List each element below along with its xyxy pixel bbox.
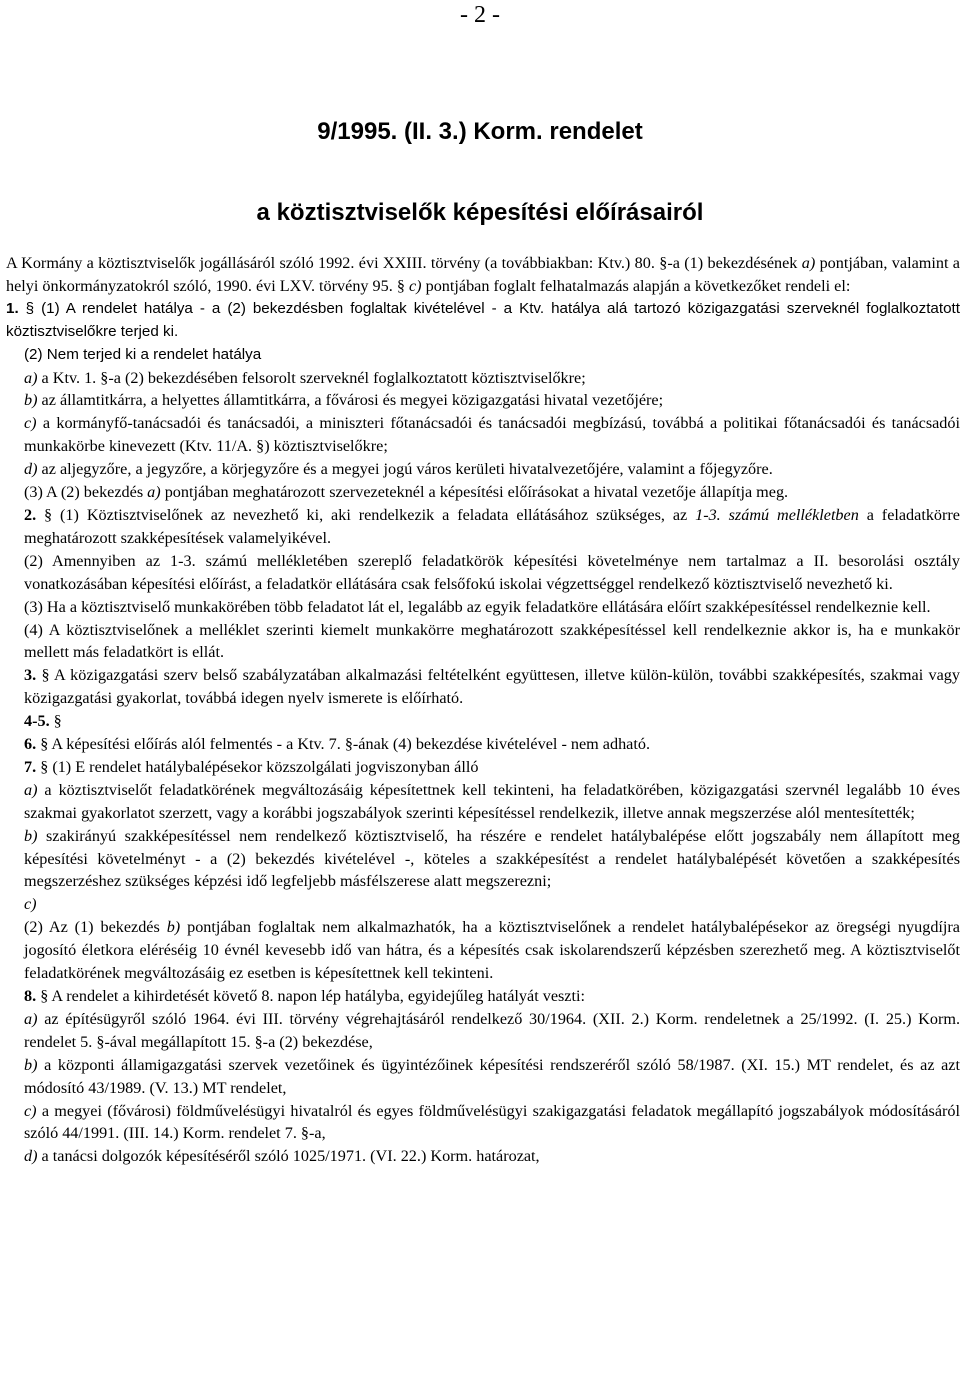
text-segment: § (1) A rendelet hatálya - a (2) bekezdésben foglaltak kivételével - a Ktv. hatálya alá tartozó közigazgatási szerveknél foglalkoztatott köztisztviselőkre terjed ki. xyxy=(6,299,960,340)
text-segment: § A képesítési előírás alól felmentés - a Ktv. 7. §-ának (4) bekezdése kivételével - nem adható. xyxy=(36,735,650,754)
text-segment: pontjában meghatározott szervezeteknél a képesítési előírásokat a hivatal vezetője állapítja meg. xyxy=(160,483,789,502)
text-segment: b) xyxy=(24,826,38,845)
paragraph-section-6 xyxy=(6,733,960,756)
text-segment: a) xyxy=(24,780,38,799)
paragraph-item-b xyxy=(6,389,960,412)
paragraph-section-7-2 xyxy=(6,916,960,985)
text-segment: a megyei (fővárosi) földművelésügyi hivatalról és egyes földművelésügyi szakigazgatási feladatok megállapító jogszabályok módosításáról szóló 44/1991. (III. 14.) Korm. rendelet 7. §-a, xyxy=(24,1101,960,1143)
paragraph-section-2-4 xyxy=(6,619,960,665)
text-segment: d) xyxy=(24,460,38,479)
paragraph-section-8-c xyxy=(6,1100,960,1146)
text-segment: c) xyxy=(24,895,37,914)
text-segment: b) xyxy=(24,1055,38,1074)
paragraph-section-1-2 xyxy=(6,344,960,367)
paragraph-section-7-c xyxy=(6,893,960,916)
paragraph-section-1-1 xyxy=(6,298,960,344)
text-segment: 7. xyxy=(24,757,37,776)
text-segment: a) xyxy=(147,483,161,502)
text-segment: 1-3. számú mellékletben xyxy=(695,505,859,524)
document-body xyxy=(6,252,960,1168)
text-segment: az államtitkárra, a helyettes államtitkárra, a fővárosi és megyei közigazgatási hivatal vezetőjére; xyxy=(37,391,664,410)
document-title: 9/1995. (II. 3.) Korm. rendelet xyxy=(317,118,643,145)
paragraph-section-7-a xyxy=(6,779,960,825)
paragraph-section-2-3 xyxy=(6,596,960,619)
text-segment: a feladatkörre meghatározott szakképesítések valamelyikével. xyxy=(24,505,960,547)
text-segment: 8. xyxy=(24,987,37,1005)
text-segment: c) xyxy=(408,276,422,295)
paragraph-section-8-b xyxy=(6,1054,960,1100)
text-segment: § (1) E rendelet hatálybalépésekor közszolgálati jogviszonyban álló xyxy=(36,757,479,776)
text-segment: b) xyxy=(24,391,38,410)
text-segment: (3) A (2) bekezdés xyxy=(24,483,148,502)
text-segment: az aljegyzőre, a jegyzőre, a körjegyzőre és a megyei jogú város kerületi hivatalvezetőjére, valamint a főjegyzőre. xyxy=(37,460,773,479)
text-segment: szakirányú szakképesítéssel nem rendelkező köztisztviselő, ha részére e rendelet hatálybalépése előtt jogszabály nem állapított meg képesítési követelményt - a (2) bekezdés kivételével -, köteles a szakképesítést a rendelet hatálybalépését követően a szakképesítés megszerzéshez szükséges képzési idő legfeljebb másfélszerese alatt megszerezni; xyxy=(24,826,960,891)
text-segment: (4) A köztisztviselőnek a melléklet szerinti kiemelt munkakörre meghatározott szakképesítéssel kell rendelkeznie akkor is, ha e munkakör mellett más feladatkört is ellát. xyxy=(24,620,960,662)
text-segment: c) xyxy=(24,1101,37,1120)
text-segment: az építésügyről szóló 1964. évi III. törvény végrehajtásáról rendelkező 30/1964. (XII. 2.) Korm. rendeletnek a 25/1992. (I. 25.) Korm. rendelet 5. §-ával megállapított 15. §-a (2) bekezdése, xyxy=(24,1009,960,1051)
text-segment: (2) Nem terjed ki a rendelet hatálya xyxy=(24,345,262,363)
text-segment: a kormányfő-tanácsadói és tanácsadói, a miniszteri főtanácsadói és tanácsadói megbízású, továbbá a politikai főtanácsadói és tanácsadói munkakörbe kinevezett (Ktv. 11/A. §) köztisztviselőkre; xyxy=(24,414,960,456)
page-number: - 2 - xyxy=(460,2,500,28)
text-segment: a központi államigazgatási szervek vezetőinek és ügyintézőinek képesítési rendszeréről szóló 58/1987. (XI. 15.) MT rendelet, és az azt módosító 43/1989. (V. 13.) MT rendelet, xyxy=(24,1055,960,1097)
document-subtitle: a köztisztviselők képesítési előírásairól xyxy=(256,199,704,226)
text-segment: § xyxy=(49,712,62,731)
text-segment: a) xyxy=(24,1009,38,1028)
text-segment: a Ktv. 1. §-a (2) bekezdésében felsorolt szerveknél foglalkoztatott köztisztviselőkre; xyxy=(37,368,586,387)
text-segment: pontjában, valamint a helyi önkormányzatokról szóló, 1990. évi LXV. törvény 95. § xyxy=(6,254,960,295)
text-segment: (2) Amennyiben az 1-3. számú mellékletében szereplő feladatkörök képesítési követelménye nem tartalmaz a II. besorolási osztály vonatkozásában képesítési előírást, a feladatkör ellátására csak felsőfokú iskolai végzettséggel rendelkező köztisztviselő nevezhető ki. xyxy=(24,551,960,593)
paragraph-section-7-1 xyxy=(6,756,960,779)
text-segment: a) xyxy=(24,368,38,387)
paragraph-section-8 xyxy=(6,985,960,1008)
text-segment: b) xyxy=(166,918,181,937)
text-segment: (2) Az (1) bekezdés xyxy=(24,918,167,937)
paragraph-item-a xyxy=(6,367,960,390)
text-segment: 2. xyxy=(24,505,37,524)
text-segment: c) xyxy=(24,414,37,433)
paragraph-section-2-2 xyxy=(6,550,960,596)
text-segment: § A rendelet a kihirdetését követő 8. napon lép hatályba, egyidejűleg hatályát veszti: xyxy=(36,987,585,1005)
text-segment: a) xyxy=(801,254,816,272)
text-segment: pontjában foglalt felhatalmazás alapján a következőket rendeli el: xyxy=(421,276,851,295)
text-segment: (3) Ha a köztisztviselő munkakörében több feladatot lát el, legalább az egyik feladatköre ellátására előírt szakképesítéssel rendelkeznie kell. xyxy=(24,597,931,616)
paragraph-section-7-b xyxy=(6,825,960,894)
text-segment: a köztisztviselőt feladatkörének megváltozásáig képesítettnek kell tekinteni, ha feladatkörében, közigazgatási szervnél legalább 10 éves szakmai gyakorlatot szerzett, vagy a korábbi jogszabályok szerinti képesítéssel rendelkezik, illetve annak megszerzése alól mentesítették; xyxy=(24,780,960,822)
paragraph-section-1-3 xyxy=(6,481,960,504)
text-segment: § A közigazgatási szerv belső szabályzatában alkalmazási feltételként együttesen, illetve külön-külön, további szakképesítés, szakmai vagy közigazgatási gyakorlat, továbbá idegen nyelv ismerete is előírható. xyxy=(24,666,960,708)
text-segment: d) xyxy=(24,1147,38,1166)
text-segment: a tanácsi dolgozók képesítéséről szóló 1025/1971. (VI. 22.) Korm. határozat, xyxy=(37,1147,540,1166)
paragraph-section-8-d xyxy=(6,1145,960,1168)
paragraph-item-d xyxy=(6,458,960,481)
text-segment: 3. xyxy=(24,666,37,685)
text-segment: 4-5. xyxy=(24,712,50,731)
paragraph-item-c xyxy=(6,412,960,458)
text-segment: 1. xyxy=(6,299,19,317)
text-segment: A Kormány a köztisztviselők jogállásáról szóló 1992. évi XXIII. törvény (a továbbiakban: Ktv.) 80. §-a (1) bekezdésének xyxy=(6,254,802,272)
text-segment: 6. xyxy=(24,735,37,754)
paragraph-section-4-5 xyxy=(6,710,960,733)
paragraph-preamble xyxy=(6,252,960,298)
paragraph-section-3 xyxy=(6,664,960,710)
text-segment: pontjában foglaltak nem alkalmazhatók, ha a köztisztviselőnek a rendelet hatálybalépésekor az öregségi nyugdíjra jogosító életkora eléréséig 10 évnél kevesebb idő van hátra, és a képesítés csak iskolarendszerű képzésben szerezhető meg. A köztisztviselőt feladatkörének megváltozásáig ez esetben is képesítettnek kell tekinteni. xyxy=(24,918,960,983)
paragraph-section-2-1 xyxy=(6,504,960,550)
paragraph-section-8-a xyxy=(6,1008,960,1054)
text-segment: § (1) Köztisztviselőnek az nevezhető ki, aki rendelkezik a feladata ellátásához szükséges, az xyxy=(36,505,696,524)
